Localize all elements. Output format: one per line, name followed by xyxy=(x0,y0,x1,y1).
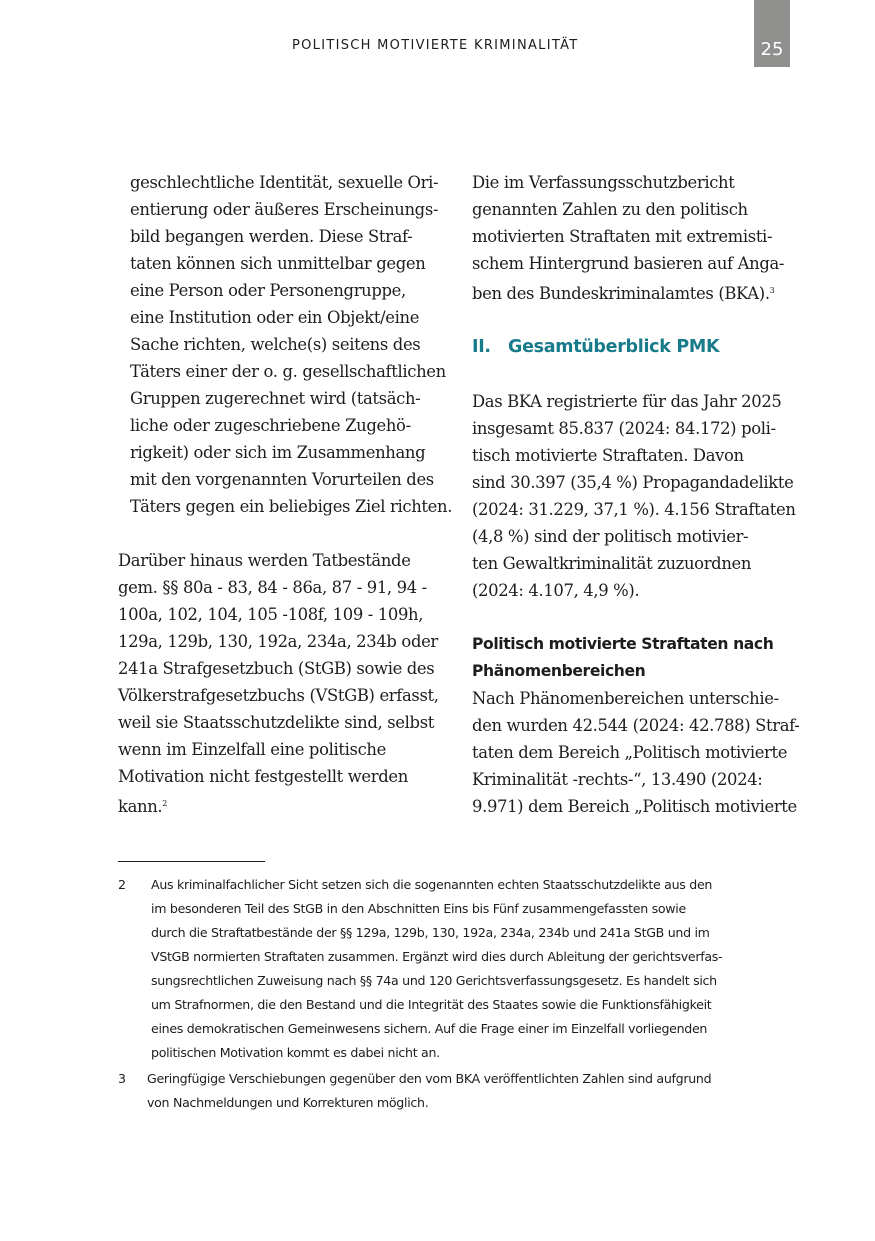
text-line: Darüber hinaus werden Tatbestände xyxy=(118,551,411,570)
text-line: genannten Zahlen zu den politisch xyxy=(472,200,748,219)
text-line: Nach Phänomenbereichen unterschie- xyxy=(472,689,779,708)
text-line: Täters einer der o. g. gesellschaftlichen xyxy=(130,362,446,381)
text-line: sungsrechtlichen Zuweisung nach §§ 74a und 120 Gerichtsverfassungsgesetz. Es handelt sich xyxy=(151,973,717,988)
text-line: motivierten Straftaten mit extremisti- xyxy=(472,227,773,246)
right-paragraph-1 xyxy=(472,169,794,307)
text-line: kann.$^2$ xyxy=(118,797,168,816)
text-line: sind 30.397 (35,4 %) Propagandadelikte xyxy=(472,473,794,492)
text-line: eines demokratischen Gemeinwesens sichern. Auf die Frage einer im Einzelfall vorliegenden xyxy=(151,1021,708,1036)
left-paragraph-1 xyxy=(118,169,453,520)
text-line: 241a Strafgesetzbuch (StGB) sowie des xyxy=(118,659,435,678)
text-line: Die im Verfassungsschutzbericht xyxy=(472,173,735,192)
right-paragraph-3 xyxy=(472,685,800,820)
text-line: mit den vorgenannten Vorurteilen des xyxy=(130,470,434,489)
footnote-number: 3 xyxy=(118,1071,126,1086)
text-line: Gruppen zugerechnet wird (tatsäch- xyxy=(130,389,421,408)
section-heading xyxy=(472,334,794,361)
running-head-title: POLITISCH MOTIVIERTE KRIMINALITÄT xyxy=(292,38,579,53)
text-line: 129a, 129b, 130, 192a, 234a, 234b oder xyxy=(118,632,438,651)
footnote-reference[interactable]: 2 xyxy=(162,799,168,808)
text-line: (4,8 %) sind der politisch motivier- xyxy=(472,527,749,546)
left-column xyxy=(118,169,453,820)
text-line: bild begangen werden. Diese Straf- xyxy=(130,227,413,246)
text-line: Kriminalität -rechts-“, 13.490 (2024: xyxy=(472,770,763,789)
page-number-tab xyxy=(754,0,790,67)
text-line: (2024: 4.107, 4,9 %). xyxy=(472,581,640,600)
footnote-3 xyxy=(118,1067,798,1115)
text-line: rigkeit) oder sich im Zusammenhang xyxy=(130,443,426,462)
text-line: wenn im Einzelfall eine politische xyxy=(118,740,386,759)
text-line: politischen Motivation kommt es dabei nicht an. xyxy=(151,1045,440,1060)
text-line: den wurden 42.544 (2024: 42.788) Straf- xyxy=(472,716,800,735)
text-line: (2024: 31.229, 37,1 %). 4.156 Straftaten xyxy=(472,500,796,519)
footnote-number: 2 xyxy=(118,877,126,892)
text-line: taten dem Bereich „Politisch motivierte xyxy=(472,743,788,762)
text-line: ben des Bundeskriminalamtes (BKA).$^3$ xyxy=(472,284,775,303)
text-line: weil sie Staatsschutzdelikte sind, selbst xyxy=(118,713,434,732)
text-line: 9.971) dem Bereich „Politisch motivierte xyxy=(472,797,797,816)
footnote-separator xyxy=(118,861,265,862)
section-number: II. xyxy=(472,337,491,357)
footnote-text xyxy=(118,1067,798,1115)
text-line: Das BKA registrierte für das Jahr 2025 xyxy=(472,392,782,411)
left-paragraph-2 xyxy=(118,547,439,820)
text-line: gem. §§ 80a - 83, 84 - 86a, 87 - 91, 94 - xyxy=(118,578,427,597)
text-line: tisch motivierte Straftaten. Davon xyxy=(472,446,744,465)
footnote-2 xyxy=(118,873,798,1065)
right-column xyxy=(472,169,800,820)
text-line: Motivation nicht festgestellt werden xyxy=(118,767,408,786)
footnote-text xyxy=(118,873,798,1065)
text-line: schem Hintergrund basieren auf Anga- xyxy=(472,254,785,273)
text-line: von Nachmeldungen und Korrekturen möglich. xyxy=(147,1095,429,1110)
subheading-phaenomenbereiche xyxy=(472,631,794,685)
section-title: Gesamtüberblick PMK xyxy=(508,337,720,357)
footnotes xyxy=(118,873,798,1117)
text-line: Sache richten, welche(s) seitens des xyxy=(130,335,421,354)
text-line: entierung oder äußeres Erscheinungs- xyxy=(130,200,439,219)
text-line: 100a, 102, 104, 105 -108f, 109 - 109h, xyxy=(118,605,424,624)
text-line: liche oder zugeschriebene Zugehö- xyxy=(130,416,411,435)
page-number: 25 xyxy=(760,39,784,60)
text-line: insgesamt 85.837 (2024: 84.172) poli- xyxy=(472,419,776,438)
text-line: Politisch motivierte Straftaten nach xyxy=(472,635,774,653)
text-line: Phänomenbereichen xyxy=(472,662,646,680)
text-line: taten können sich unmittelbar gegen xyxy=(130,254,426,273)
text-line: ten Gewaltkriminalität zuzuordnen xyxy=(472,554,752,573)
text-line: um Strafnormen, die den Bestand und die Integrität des Staates sowie die Funktionsfähigkeit xyxy=(151,997,712,1012)
footnote-reference[interactable]: 3 xyxy=(769,286,775,295)
text-line: Aus kriminalfachlicher Sicht setzen sich die sogenannten echten Staatsschutzdelikte aus den xyxy=(151,877,713,892)
text-line: Völkerstrafgesetzbuchs (VStGB) erfasst, xyxy=(118,686,439,705)
text-line: eine Institution oder ein Objekt/eine xyxy=(130,308,420,327)
text-line: Geringfügige Verschiebungen gegenüber den vom BKA veröffentlichten Zahlen sind aufgrund xyxy=(147,1071,712,1086)
text-line: VStGB normierten Straftaten zusammen. Ergänzt wird dies durch Ableitung der gerichtsverfas- xyxy=(151,949,723,964)
text-line: geschlechtliche Identität, sexuelle Ori- xyxy=(130,173,439,192)
text-line: eine Person oder Personengruppe, xyxy=(130,281,406,300)
text-line: im besonderen Teil des StGB in den Abschnitten Eins bis Fünf zusammengefassten sowie xyxy=(151,901,686,916)
right-paragraph-2 xyxy=(472,388,794,604)
text-line: Täters gegen ein beliebiges Ziel richten. xyxy=(130,497,453,516)
text-line: durch die Straftatbestände der §§ 129a, 129b, 130, 192a, 234a, 234b und 241a StGB und im xyxy=(151,925,710,940)
